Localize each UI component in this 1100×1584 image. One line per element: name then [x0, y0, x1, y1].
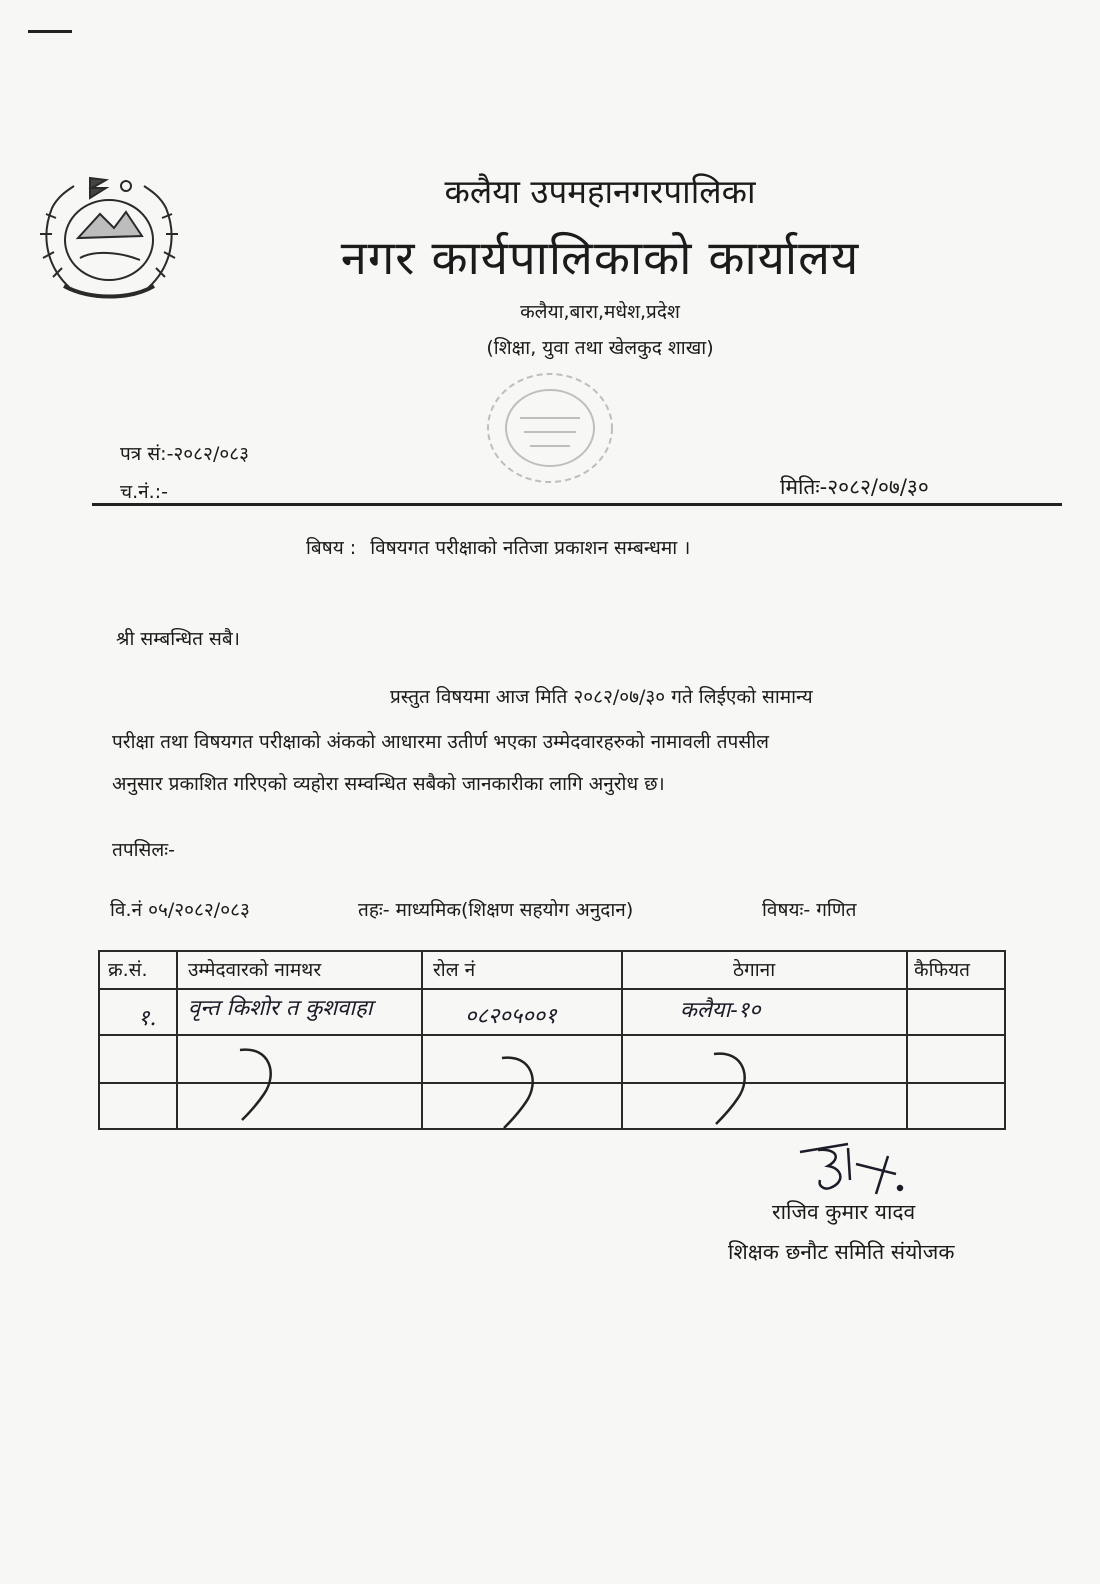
body-line-3: अनुसार प्रकाशित गरिएको व्यहोरा सम्वन्धित सबैको जानकारीका लागि अनुरोध छ। [112, 773, 665, 795]
table-column-rule [421, 950, 423, 1130]
dispatch-number: च.नं.:- [120, 481, 168, 503]
table-header-name: उम्मेदवारको नामथर [188, 959, 322, 981]
corner-mark [28, 30, 72, 33]
letter-date: मितिः-२०८२/०७/३० [780, 475, 929, 499]
header-divider [92, 503, 1062, 506]
row-candidate-name: वृन्त किशोर त कुशवाहा [188, 996, 373, 1021]
blank-mark-icon [496, 1052, 546, 1132]
municipality-name: कलैया उपमहानगरपालिका [444, 172, 756, 211]
salutation: श्री सम्बन्धित सबै। [116, 628, 240, 650]
body-line-1: प्रस्तुत विषयमा आज मिति २०८२/०७/३० गते लिईएको सामान्य [390, 686, 813, 708]
advertisement-level: तहः- माध्यमिक(शिक्षण सहयोग अनुदान) [358, 899, 634, 921]
subject-text: विषयगत परीक्षाको नतिजा प्रकाशन सम्बन्धमा । [370, 537, 691, 559]
table-header-address: ठेगाना [733, 959, 776, 981]
table-border-bottom [98, 1128, 1006, 1130]
table-column-rule [621, 950, 623, 1130]
table-border-top [98, 950, 1006, 952]
blank-mark-icon [234, 1044, 284, 1124]
subject-line [298, 534, 690, 560]
row-address: कलैया-१० [680, 998, 761, 1023]
blank-mark-icon [708, 1048, 758, 1128]
advertisement-number: वि.नं ०५/२०८२/०८३ [110, 899, 250, 921]
signature-mark [796, 1134, 908, 1200]
row-serial: १. [138, 1006, 157, 1031]
subject-label: बिषय : [306, 537, 357, 559]
body-line-2: परीक्षा तथा विषयगत परीक्षाको अंकको आधारमा उतीर्ण भएका उम्मेदवारहरुको नामावली तपसील [112, 731, 769, 753]
row-roll-number: ०८२०५००१ [465, 1004, 557, 1029]
table-border-right [1004, 950, 1006, 1130]
table-border-left [98, 950, 100, 1130]
table-row-rule [98, 1034, 1006, 1036]
table-header-serial: क्र.सं. [108, 959, 148, 981]
table-column-rule [906, 950, 908, 1130]
table-header-roll: रोल नं [433, 959, 476, 981]
table-column-rule [176, 950, 178, 1130]
office-address: कलैया,बारा,मधेश,प्रदेश [520, 301, 680, 323]
branch-name: (शिक्षा, युवा तथा खेलकुद शाखा) [486, 337, 714, 359]
letter-number: पत्र सं:-२०८२/०८३ [120, 443, 249, 465]
advertisement-subject: विषयः- गणित [762, 899, 857, 921]
nepal-emblem-icon [30, 168, 188, 308]
table-header-rule [98, 988, 1006, 990]
office-seal-stamp [470, 362, 630, 492]
signatory-title: शिक्षक छनौट समिति संयोजक [728, 1240, 955, 1264]
signatory-name: राजिव कुमार यादव [772, 1200, 916, 1224]
annex-label: तपसिलः- [112, 839, 175, 861]
office-name: नगर कार्यपालिकाको कार्यालय [340, 231, 860, 286]
table-header-remarks: कैफियत [914, 959, 971, 981]
